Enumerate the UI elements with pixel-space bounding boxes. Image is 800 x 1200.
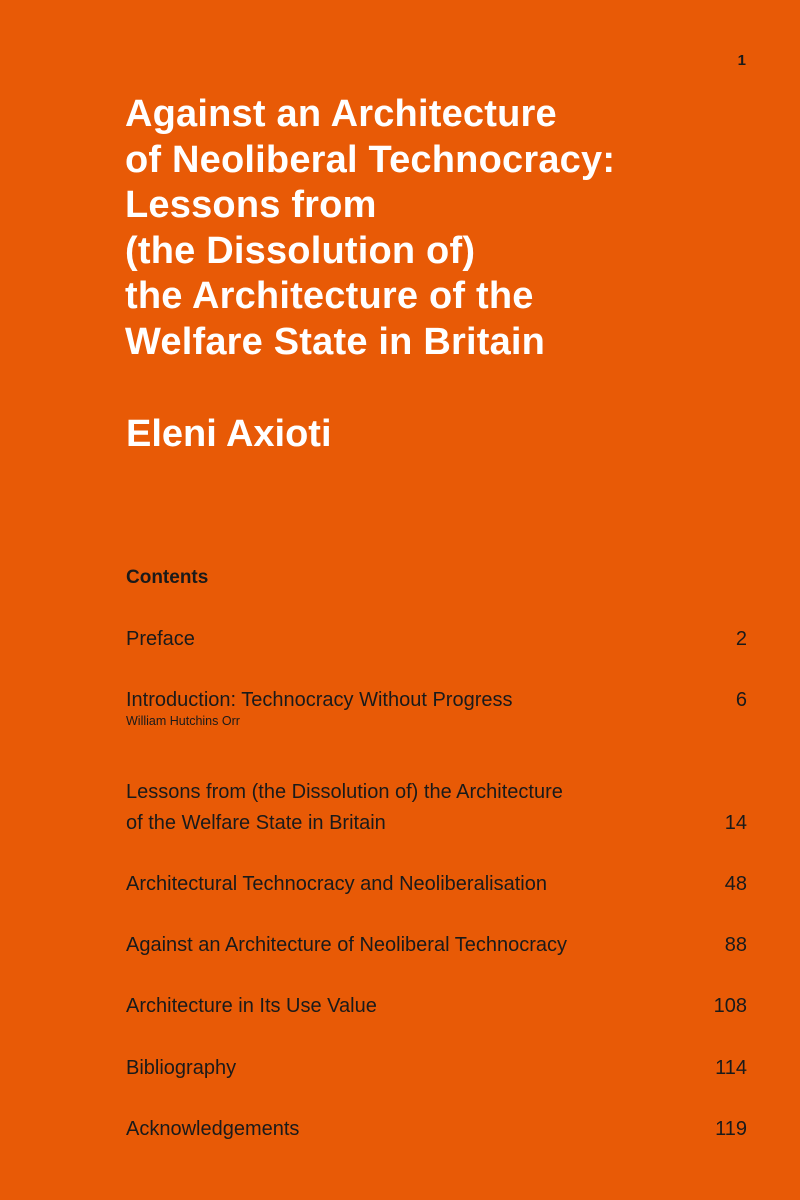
- title-line: (the Dissolution of): [125, 229, 476, 272]
- toc-entry-title: Introduction: Technocracy Without Progress: [126, 689, 513, 711]
- contents-heading: Contents: [126, 567, 209, 588]
- toc-entry-page: 48: [724, 873, 747, 895]
- toc-entry-title: Architectural Technocracy and Neoliberalisation: [126, 873, 547, 895]
- title-line: Against an Architecture: [125, 93, 557, 135]
- toc-entry-page: 108: [713, 995, 747, 1017]
- title-line: Welfare State in Britain: [125, 320, 546, 363]
- author-name: Eleni Axioti: [126, 413, 332, 455]
- toc-entry-lessons[interactable]: [126, 777, 747, 839]
- toc-entry-page: 114: [715, 1057, 747, 1079]
- toc-entry-against-architecture[interactable]: [126, 930, 747, 961]
- title-line: of Neoliberal Technocracy:: [125, 138, 616, 181]
- toc-entry-use-value[interactable]: [126, 991, 747, 1022]
- toc-entry-title-line: Lessons from (the Dissolution of) the Architecture: [126, 781, 563, 803]
- toc-entry-introduction[interactable]: [126, 685, 747, 729]
- toc-entry-title: Against an Architecture of Neoliberal Technocracy: [126, 934, 567, 956]
- title-line: the Architecture of the: [125, 275, 534, 317]
- toc-entry-title: Preface: [126, 628, 195, 650]
- title-line: Lessons from: [125, 184, 377, 226]
- page-number: 1: [737, 52, 746, 69]
- toc-entry-architectural-technocracy[interactable]: [126, 869, 747, 900]
- toc-entry-title-line: of the Welfare State in Britain: [126, 812, 386, 834]
- toc-entry-title: Acknowledgements: [126, 1118, 300, 1140]
- toc-entry-page: 6: [735, 689, 747, 711]
- toc-entry-page: 14: [724, 812, 747, 834]
- toc-entry-author: William Hutchins Orr: [126, 714, 240, 728]
- toc-entry-title: Architecture in Its Use Value: [126, 995, 377, 1017]
- book-title: [125, 92, 765, 365]
- toc-entry-page: 88: [724, 934, 747, 956]
- toc-entry-preface[interactable]: [126, 624, 747, 655]
- toc-entry-page: 119: [715, 1118, 747, 1140]
- toc-entry-page: 2: [735, 628, 747, 650]
- toc-entry-bibliography[interactable]: [126, 1053, 747, 1084]
- toc-entry-title: Bibliography: [126, 1057, 237, 1079]
- toc-entry-acknowledgements[interactable]: [126, 1114, 747, 1145]
